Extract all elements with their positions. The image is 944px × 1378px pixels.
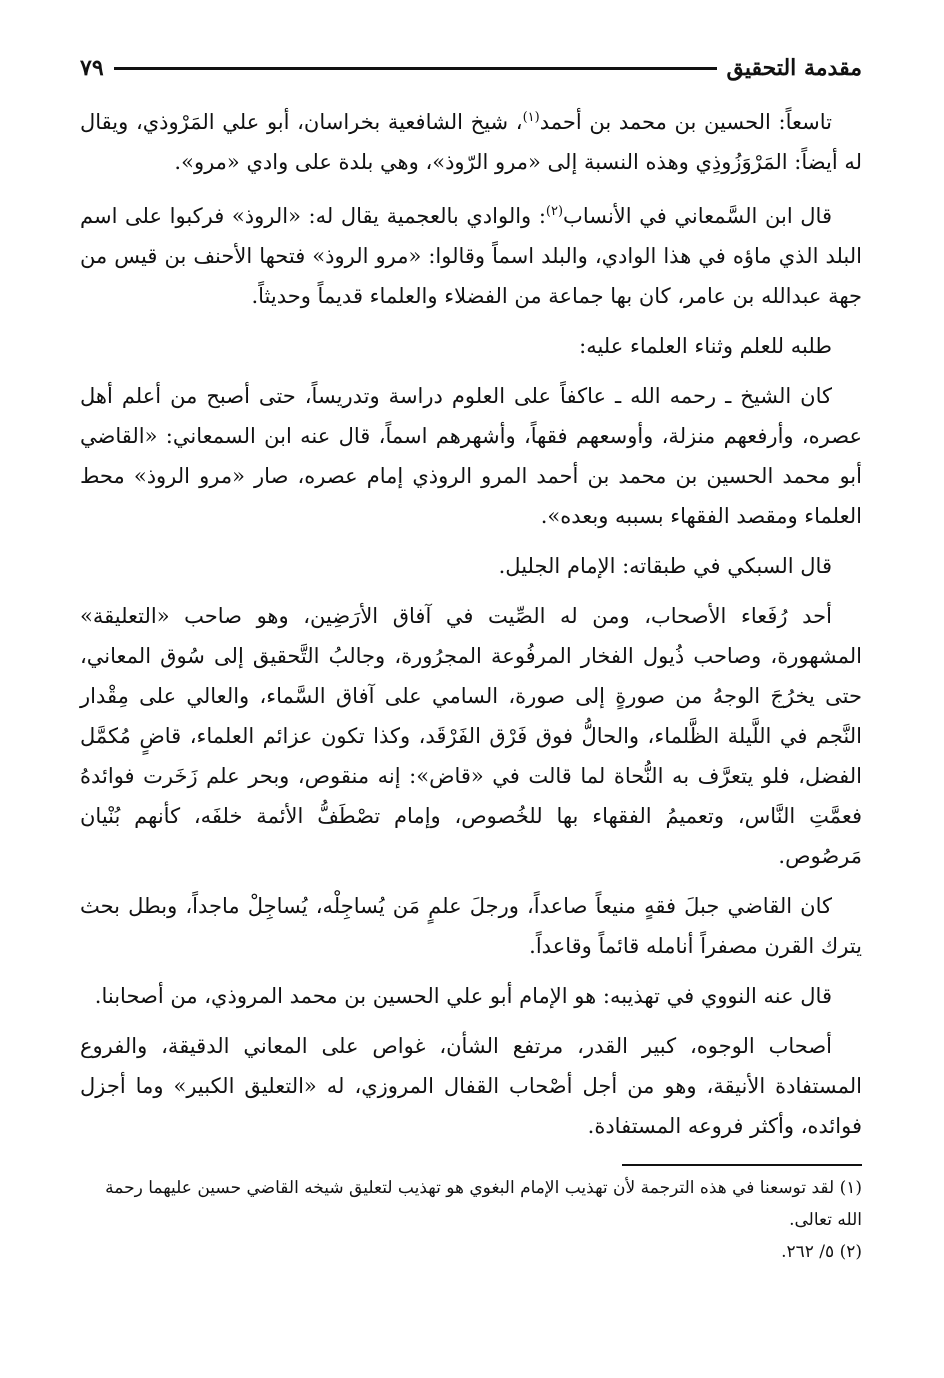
- book-page: [80, 46, 862, 1336]
- paragraph-4: كان الشيخ ـ رحمه الله ـ عاكفاً على العلوم دراسة وتدريساً، حتى أصبح من أعلم أهل عصره، وأرفعهم منزلة، وأوسعهم فقهاً، وأشهرهم اسماً، قال عنه ابن السمعاني: «القاضي أبو محمد الحسين بن محمد بن أحمد المرو الروذي إمام عصره، صار «مرو الروذ» محط العلماء ومقصد الفقهاء بسببه وبعده».: [80, 384, 862, 528]
- footnotes: [80, 1172, 862, 1268]
- paragraph-2-text: قال ابن السَّمعاني في الأنساب: [563, 204, 832, 228]
- paragraph-5: قال السبكي في طبقاته: الإمام الجليل.: [498, 554, 832, 578]
- footnote-2: (٢) ٥/ ٢٦٢.: [781, 1242, 862, 1262]
- header-rule: [114, 67, 717, 70]
- paragraph-6: أحد رُفَعاء الأصحاب، ومن له الصِّيت في آفاق الأرَضِين، وهو صاحب «التعليقة» المشهورة، وصاحب ذُيول الفخار المرفُوعة المجرُورة، وجالبُ التَّحقيق إلى سُوق المعاني، حتى يخرُجَ الوجهُ من صورةٍ إلى صورة، السامي على آفاق السَّماء، والعالي على مِقْدار النَّجم في اللَّيلة الظَّلماء، والحالُّ فوق فَرْق الفَرْقَد، وكذا تكون عزائم العلماء، قاضٍ مُكمَّل الفضل، فلو يتعرَّف به النُّحاة لما قالت في «قاض»: إنه منقوص، وبحر علم زَخَرت فوائدهُ فعمَّتِ النَّاس، وتعميمُ الفقهاء بها للخُصوص، وإمام تصْطَفُّ الأئمة خلفَه، كأنهم بُنْيان مَرصُوص.: [80, 604, 862, 868]
- main-text: [80, 98, 862, 1146]
- running-header: [80, 46, 862, 90]
- paragraph-7: كان القاضي جبلَ فقهٍ منيعاً صاعداً، ورجلَ علمٍ مَن يُساجِلْه، يُساجِلْ ماجداً، وبطل بحث يترك القرن مصفراً أنامله قائماً وقاعداً.: [80, 894, 862, 958]
- footnote-ref-2: (٢): [545, 204, 564, 219]
- paragraph-1: [80, 98, 862, 182]
- paragraph-1-text-cont: ، شيخ الشافعية بخراسان، أبو علي المَرْوذي، ويقال له أيضاً: المَرْوَزُوذِي وهذه النسبة إلى «مرو الرّوذ»، وهي بلدة على وادي «مرو».: [80, 110, 862, 174]
- paragraph-8: قال عنه النووي في تهذيبه: هو الإمام أبو علي الحسين بن محمد المروذي، من أصحابنا.: [94, 984, 832, 1008]
- paragraph-2-text-cont: : والوادي بالعجمية يقال له: «الروذ» فركبوا على اسم البلد الذي ماؤه في هذا الوادي، والبلد اسماً وقالوا: «مرو الروذ» فتحها الأحنف بن قيس من جهة عبدالله بن عامر، كان بها جماعة من الفضلاء والعلماء قديماً وحديثاً.: [80, 204, 862, 308]
- paragraph-9: أصحاب الوجوه، كبير القدر، مرتفع الشأن، غواص على المعاني الدقيقة، والفروع المستفادة الأنيقة، وهو من أجل أصْحاب القفال المروزي، له «التعليق الكبير» وما أجزل فوائده، وأكثر فروعه المستفادة.: [80, 1034, 862, 1138]
- paragraph-2: [80, 192, 862, 316]
- running-title: مقدمة التحقيق: [726, 55, 862, 81]
- footnote-separator: [622, 1164, 862, 1166]
- page-number: ٧٩: [80, 55, 104, 81]
- footnote-1: (١) لقد توسعنا في هذه الترجمة لأن تهذيب الإمام البغوي هو تهذيب لتعليق شيخه القاضي حسين عليهما رحمة الله تعالى.: [105, 1178, 862, 1230]
- footnote-ref-1: (١): [522, 110, 540, 125]
- paragraph-1-text: تاسعاً: الحسين بن محمد بن أحمد: [539, 110, 832, 134]
- section-heading: طلبه للعلم وثناء العلماء عليه:: [579, 334, 832, 358]
